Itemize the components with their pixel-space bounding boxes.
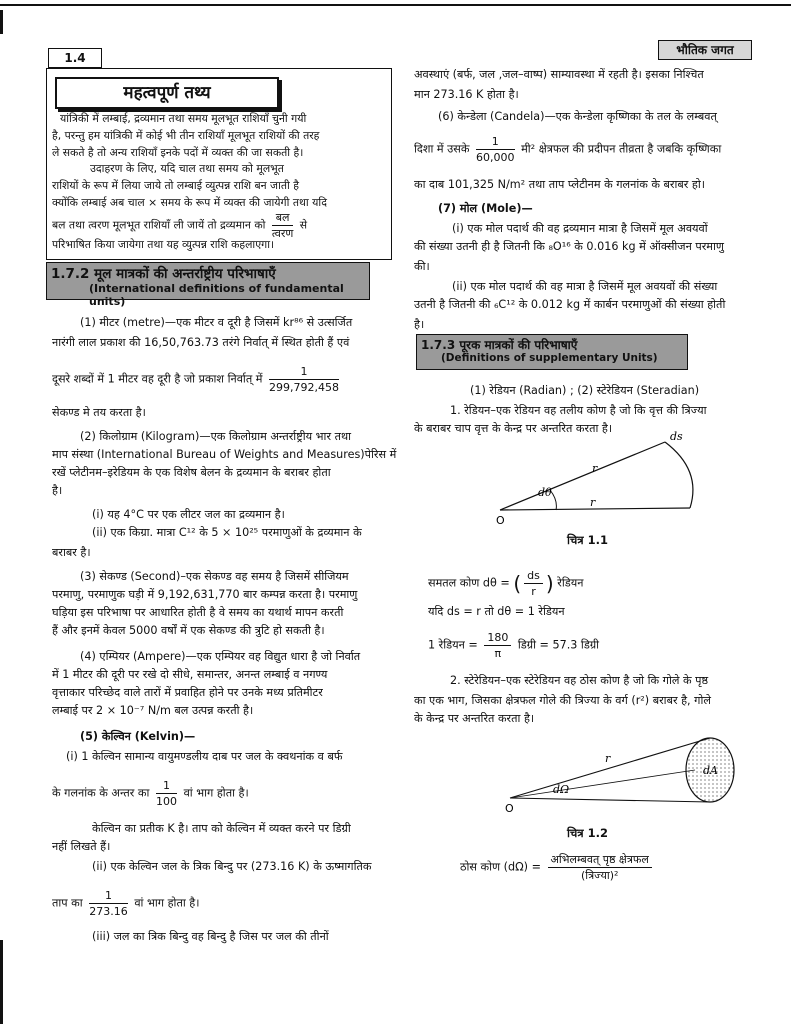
- kelvin-fraction-line-2: [52, 888, 199, 919]
- label-domega: dΩ: [553, 783, 570, 796]
- plane-angle-eq: [428, 568, 583, 599]
- fraction-denominator: 299,792,458: [269, 381, 339, 394]
- metre-def: (1) मीटर (metre)—एक मीटर व दूरी है जिसमें kr⁸⁶ से उत्सर्जित: [80, 316, 353, 329]
- section-1-7-3-title-hi: 1.7.3 पूरक मात्रकों की परिभाषाएँ: [421, 338, 578, 352]
- figure-1-2-caption: चित्र 1.2: [567, 826, 609, 840]
- mole-heading: (7) मोल (Mole)—: [438, 202, 533, 215]
- kilogram-def: है।: [52, 484, 63, 497]
- facts-line: ले सकते है तो अन्य राशियाँ इनके पदों में व्यक्त की जा सकती है।: [52, 146, 304, 159]
- metre-fraction-line: [52, 364, 342, 395]
- fraction-denominator: 100: [156, 795, 177, 808]
- facts-line: उदाहरण के लिए, यदि चाल तथा समय को मूलभूत: [90, 162, 284, 175]
- kelvin-def: (i) 1 केल्विन सामान्य वायुमण्डलीय दाब पर जल के क्वथनांक व बर्फ: [66, 750, 343, 763]
- candela-fraction-line: [414, 134, 784, 165]
- label-o: O: [505, 802, 514, 815]
- fraction-numerator: 1: [156, 778, 177, 794]
- section-1-7-3-header: [416, 334, 688, 370]
- fraction-denominator: 60,000: [476, 151, 515, 164]
- eq-text: समतल कोण dθ =: [428, 576, 510, 590]
- fraction-numerator: बल: [272, 210, 293, 226]
- mole-def: (ii) एक मोल पदार्थ की वह मात्रा है जिसमें मूल अवयवों की संख्या: [452, 280, 718, 293]
- ampere-def: लम्बाई पर 2 × 10⁻⁷ N/m बल उत्पन्न करती है।: [52, 704, 254, 717]
- cone-line-upper: [510, 738, 710, 798]
- eq-text: रेडियन: [557, 576, 584, 590]
- radian-condition-eq: यदि ds = r तो dθ = 1 रेडियन: [428, 605, 565, 618]
- facts-text: से: [299, 218, 308, 232]
- margin-mark-bottom: [0, 940, 3, 1024]
- eq4-fraction: [548, 852, 652, 883]
- facts-line: यांत्रिकी में लम्बाई, द्रव्यमान तथा समय मूलभूत राशियाँ चुनी गयी: [60, 112, 307, 125]
- radian-def: 1. रेडियन–एक रेडियन वह तलीय कोण है जो कि वृत्त की त्रिज्या: [450, 404, 707, 417]
- label-ds: ds: [670, 430, 683, 443]
- fraction-denominator: त्वरण: [271, 227, 294, 240]
- label-o: O: [496, 514, 505, 527]
- label-r-lower: r: [590, 496, 596, 509]
- label-dA: dA: [703, 764, 718, 777]
- ampere-def: वृत्ताकार परिच्छेद वाले तारों में प्रवाहित होने पर उनके मध्य प्रतिमीटर: [52, 686, 323, 699]
- eq-text: डिग्री = 57.3 डिग्री: [517, 638, 600, 652]
- kelvin-fraction-2: [89, 888, 128, 919]
- arc-ds: [665, 442, 693, 508]
- candela-text: दिशा में उसके: [414, 142, 470, 156]
- facts-line: है, परन्तु हम यांत्रिकी में कोई भी तीन राशियाँ मूलभूत राशियों की तरह: [52, 129, 320, 142]
- metre-def: सेकण्ड मे तय करता है।: [52, 406, 146, 419]
- facts-text: बल तथा त्वरण मूलभूत राशियाँ ली जायें तो द्रव्यमान: [52, 218, 251, 232]
- kelvin-def: केल्विन का प्रतीक K है। ताप को केल्विन में व्यक्त करने पर डिग्री: [92, 822, 351, 835]
- kelvin-def: (ii) एक केल्विन जल के त्रिक बिन्दु पर (273.16 K) के ऊष्मागतिक: [92, 860, 372, 873]
- candela-def: का दाब 101,325 N/m² तथा ताप प्लेटीनम के गलनांक के बराबर हो।: [414, 178, 706, 191]
- fraction-denominator: r: [531, 585, 536, 598]
- figure-1-1-radian-diagram: [480, 420, 730, 530]
- kilogram-def: रखें प्लेटीनम–इरेडियम के एक विशेष बेलन के द्रव्यमान के बराबर होता: [52, 466, 331, 479]
- facts-line: परिभाषित किया जायेगा तथा यह व्युत्पन्न राशि कहलाएगा।: [52, 238, 275, 251]
- fraction-numerator: 1: [269, 364, 339, 380]
- mole-def: उतनी है जितनी की ₆C¹² के 0.012 kg में कार्बन परमाणुओं की संख्या होती: [414, 298, 726, 311]
- eq-text: 1 रेडियन =: [428, 638, 478, 652]
- kilogram-def: माप संस्था (International Bureau of Weights and Measures)पेरिस में: [52, 448, 397, 461]
- cone-axis: [510, 770, 695, 798]
- second-def: हैं और इनमें केवल 5000 वर्षों में एक सेकण्ड की त्रुटि हो सकती है।: [52, 624, 325, 637]
- radius-line-upper: [500, 442, 665, 510]
- kelvin-text: के गलनांक के अन्तर का: [52, 786, 150, 800]
- eq3-fraction: [484, 630, 511, 661]
- candela-text: मी² क्षेत्रफल की प्रदीपन तीव्रता है जबकि कृष्णिका: [521, 142, 722, 156]
- mole-def: है।: [414, 318, 425, 331]
- fraction-numerator: 1: [476, 134, 515, 150]
- fraction-numerator: 1: [89, 888, 128, 904]
- kilogram-def: बराबर है।: [52, 546, 91, 559]
- candela-fraction: [476, 134, 515, 165]
- kelvin-text: ताप का: [52, 896, 83, 910]
- facts-line: राशियों के रूप में लिया जाये तो लम्बाई व्युत्पन्न राशि बन जाती है: [52, 179, 299, 192]
- kelvin-fraction-line: [52, 778, 249, 809]
- candela-def: (6) केन्डेला (Candela)—एक केन्डेला कृष्णिका के तल के लम्बवत्: [438, 110, 717, 123]
- mole-def: (i) एक मोल पदार्थ की वह द्रव्यमान मात्रा है जिसमें मूल अवयवों: [452, 222, 708, 235]
- fraction-numerator: 180: [484, 630, 511, 646]
- steradian-def: 2. स्टेरेडियन–एक स्टेरेडियन वह ठोस कोण है जो कि गोले के पृष्ठ: [450, 674, 709, 687]
- figure-1-2-steradian-diagram: [495, 730, 745, 820]
- paren-left: (: [513, 571, 522, 596]
- fraction-denominator: π: [494, 647, 502, 660]
- kelvin-text: वां भाग होता है।: [134, 896, 200, 910]
- kelvin-def: (iii) जल का त्रिक बिन्दु वह बिन्दु है जिस पर जल की तीनों: [92, 930, 329, 943]
- second-def: परमाणु, परमाणुक घड़ी में 9,192,631,770 बार कम्पन्न करता है। परमाणु: [52, 588, 358, 601]
- cone-line-lower: [510, 798, 710, 802]
- kelvin-cont: मान 273.16 K होता है।: [414, 88, 519, 101]
- kilogram-def: (i) यह 4°C पर एक लीटर जल का द्रव्यमान है।: [92, 508, 285, 521]
- fraction-numerator: ds: [524, 568, 543, 584]
- fraction-denominator: (त्रिज्या)²: [580, 869, 619, 882]
- label-r: r: [605, 752, 611, 765]
- mole-def: की।: [414, 260, 430, 273]
- kelvin-heading: (5) केल्विन (Kelvin)—: [80, 730, 196, 743]
- metre-fraction: [269, 364, 339, 395]
- eq-text: ठोस कोण (dΩ) =: [460, 860, 541, 874]
- kilogram-def: (2) किलोग्राम (Kilogram)—एक किलोग्राम अन्तर्राष्ट्रीय भार तथा: [80, 430, 351, 443]
- margin-mark: [0, 10, 3, 34]
- radian-def: के बराबर चाप वृत्त के केन्द्र पर अन्तरित करता है।: [414, 422, 613, 435]
- steradian-def: का एक भाग, जिसका क्षेत्रफल गोले की त्रिज्या के वर्ग (r²) बराबर है, गोले: [414, 694, 711, 707]
- section-number: 1.4: [48, 48, 102, 68]
- section-1-7-2-header: [46, 262, 370, 308]
- section-1-7-2-title-hi: 1.7.2 मूल मात्रकों की अन्तर्राष्ट्रीय परिभाषाएँ: [51, 266, 276, 282]
- mole-def: की संख्या उतनी ही है जितनी कि ₈O¹⁶ के 0.016 kg में ऑक्सीजन परमाणु: [414, 240, 724, 253]
- figure-1-1-caption: चित्र 1.1: [567, 533, 609, 547]
- kelvin-def: नहीं लिखते हैं।: [52, 840, 111, 853]
- supplementary-list: (1) रेडियन (Radian) ; (2) स्टेरेडियन (Steradian): [470, 384, 700, 397]
- metre-def: नारंगी लाल प्रकाश की 16,50,763.73 तरंगे निर्वात् में स्थित होती हैं एवं: [52, 336, 350, 349]
- running-header: भौतिक जगत: [658, 40, 752, 60]
- facts-text: को: [254, 218, 266, 232]
- ampere-def: (4) एम्पियर (Ampere)—एक एम्पियर वह विद्युत धारा है जो निर्वात: [80, 650, 361, 663]
- kilogram-def: (ii) एक किग्रा. मात्रा C¹² के 5 × 10²⁵ परमाणुओं के द्रव्यमान के: [92, 526, 362, 539]
- top-rule: [0, 4, 791, 6]
- second-def: (3) सेकण्ड (Second)–एक सेकण्ड वह समय है जिसमें सीजियम: [80, 570, 349, 583]
- radian-degree-eq: [428, 630, 599, 661]
- facts-line: क्योंकि लम्बाई अब चाल × समय के रूप में व्यक्त की जायेगी तथा यदि: [52, 196, 327, 209]
- fraction-numerator: अभिलम्बवत् पृष्ठ क्षेत्रफल: [548, 852, 652, 868]
- eq1-fraction: [524, 568, 543, 599]
- label-dtheta: dθ: [538, 486, 552, 499]
- section-1-7-3-title-en: (Definitions of supplementary Units): [441, 352, 658, 364]
- kelvin-text: वां भाग होता है।: [183, 786, 249, 800]
- metre-text: दूसरे शब्दों में 1 मीटर वह दूरी है जो प्रकाश निर्वात् में: [52, 372, 263, 386]
- steradian-def: के केन्द्र पर अन्तरित करता है।: [414, 712, 535, 725]
- paren-right: ): [545, 571, 554, 596]
- fraction-denominator: 273.16: [89, 905, 128, 918]
- solid-angle-eq: [460, 852, 655, 883]
- section-1-7-2-title-en: (International definitions of fundamental units): [89, 282, 344, 308]
- kelvin-cont: अवस्थाएं (बर्फ, जल ,जल–वाष्प) साम्यावस्था में रहती है। इसका निश्चित: [414, 68, 704, 81]
- ampere-def: में 1 मीटर की दूरी पर रखे दो सीधे, समान्तर, अनन्त लम्बाई व नगण्य: [52, 668, 328, 681]
- kelvin-fraction: [156, 778, 177, 809]
- label-r: r: [592, 462, 598, 475]
- second-def: घड़िया इस परिभाषा पर आधारित होती है वे समय का यथार्थ मापन करती: [52, 606, 344, 619]
- facts-title: महत्वपूर्ण तथ्य: [55, 77, 279, 109]
